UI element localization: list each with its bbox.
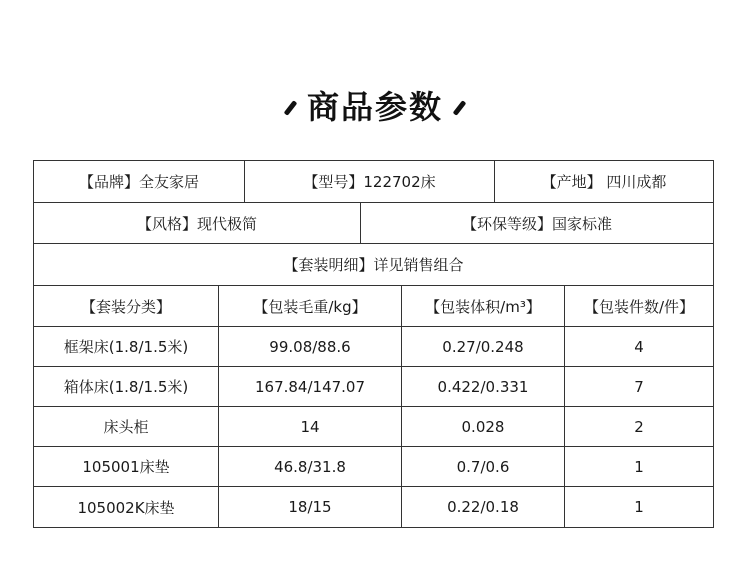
table-row [34, 327, 713, 367]
table-cell-count: 7 [634, 377, 644, 396]
table-cell-weight: 167.84/147.07 [219, 367, 402, 406]
table-row [34, 447, 713, 487]
info-row-set-detail [34, 244, 713, 286]
table-cell-weight: 14 [219, 407, 402, 446]
table-cell-volume: 0.7/0.6 [402, 447, 565, 486]
header-package-volume: 【包装体积/m³】 [402, 286, 565, 326]
spec-table [33, 160, 714, 528]
info-row-brand [34, 161, 713, 203]
table-row [34, 407, 713, 447]
table-cell-volume: 0.22/0.18 [402, 487, 565, 527]
table-cell-category: 105001床垫 [34, 447, 219, 486]
origin-cell: 【产地】 四川成都 [541, 173, 667, 191]
title-slash-right-icon [453, 100, 467, 116]
table-cell-count: 1 [634, 457, 644, 476]
table-cell-count: 2 [634, 417, 644, 436]
table-cell-category: 框架床(1.8/1.5米) [34, 327, 219, 366]
set-detail-cell: 【套装明细】详见销售组合 [283, 256, 464, 274]
brand-cell: 【品牌】全友家居 [34, 161, 245, 202]
table-row [34, 487, 713, 527]
info-row-style [34, 203, 713, 244]
section-title [0, 80, 750, 130]
table-cell-category: 床头柜 [34, 407, 219, 446]
title-slash-left-icon [284, 100, 298, 116]
table-header-row [34, 286, 713, 327]
table-cell-weight: 18/15 [219, 487, 402, 527]
header-gross-weight: 【包装毛重/kg】 [219, 286, 402, 326]
header-set-category: 【套装分类】 [34, 286, 219, 326]
table-cell-category: 105002K床垫 [34, 487, 219, 527]
table-cell-volume: 0.422/0.331 [402, 367, 565, 406]
section-title-text: 商品参数 [306, 88, 443, 126]
table-cell-weight: 99.08/88.6 [219, 327, 402, 366]
table-cell-category: 箱体床(1.8/1.5米) [34, 367, 219, 406]
eco-grade-cell: 【环保等级】国家标准 [461, 214, 612, 233]
style-cell: 【风格】现代极简 [34, 203, 361, 243]
table-cell-count: 1 [634, 498, 644, 516]
table-row [34, 367, 713, 407]
table-cell-weight: 46.8/31.8 [219, 447, 402, 486]
table-cell-volume: 0.27/0.248 [402, 327, 565, 366]
table-cell-count: 4 [634, 337, 644, 356]
header-package-count: 【包装件数/件】 [583, 297, 695, 316]
table-cell-volume: 0.028 [402, 407, 565, 446]
model-cell: 【型号】122702床 [245, 161, 495, 202]
